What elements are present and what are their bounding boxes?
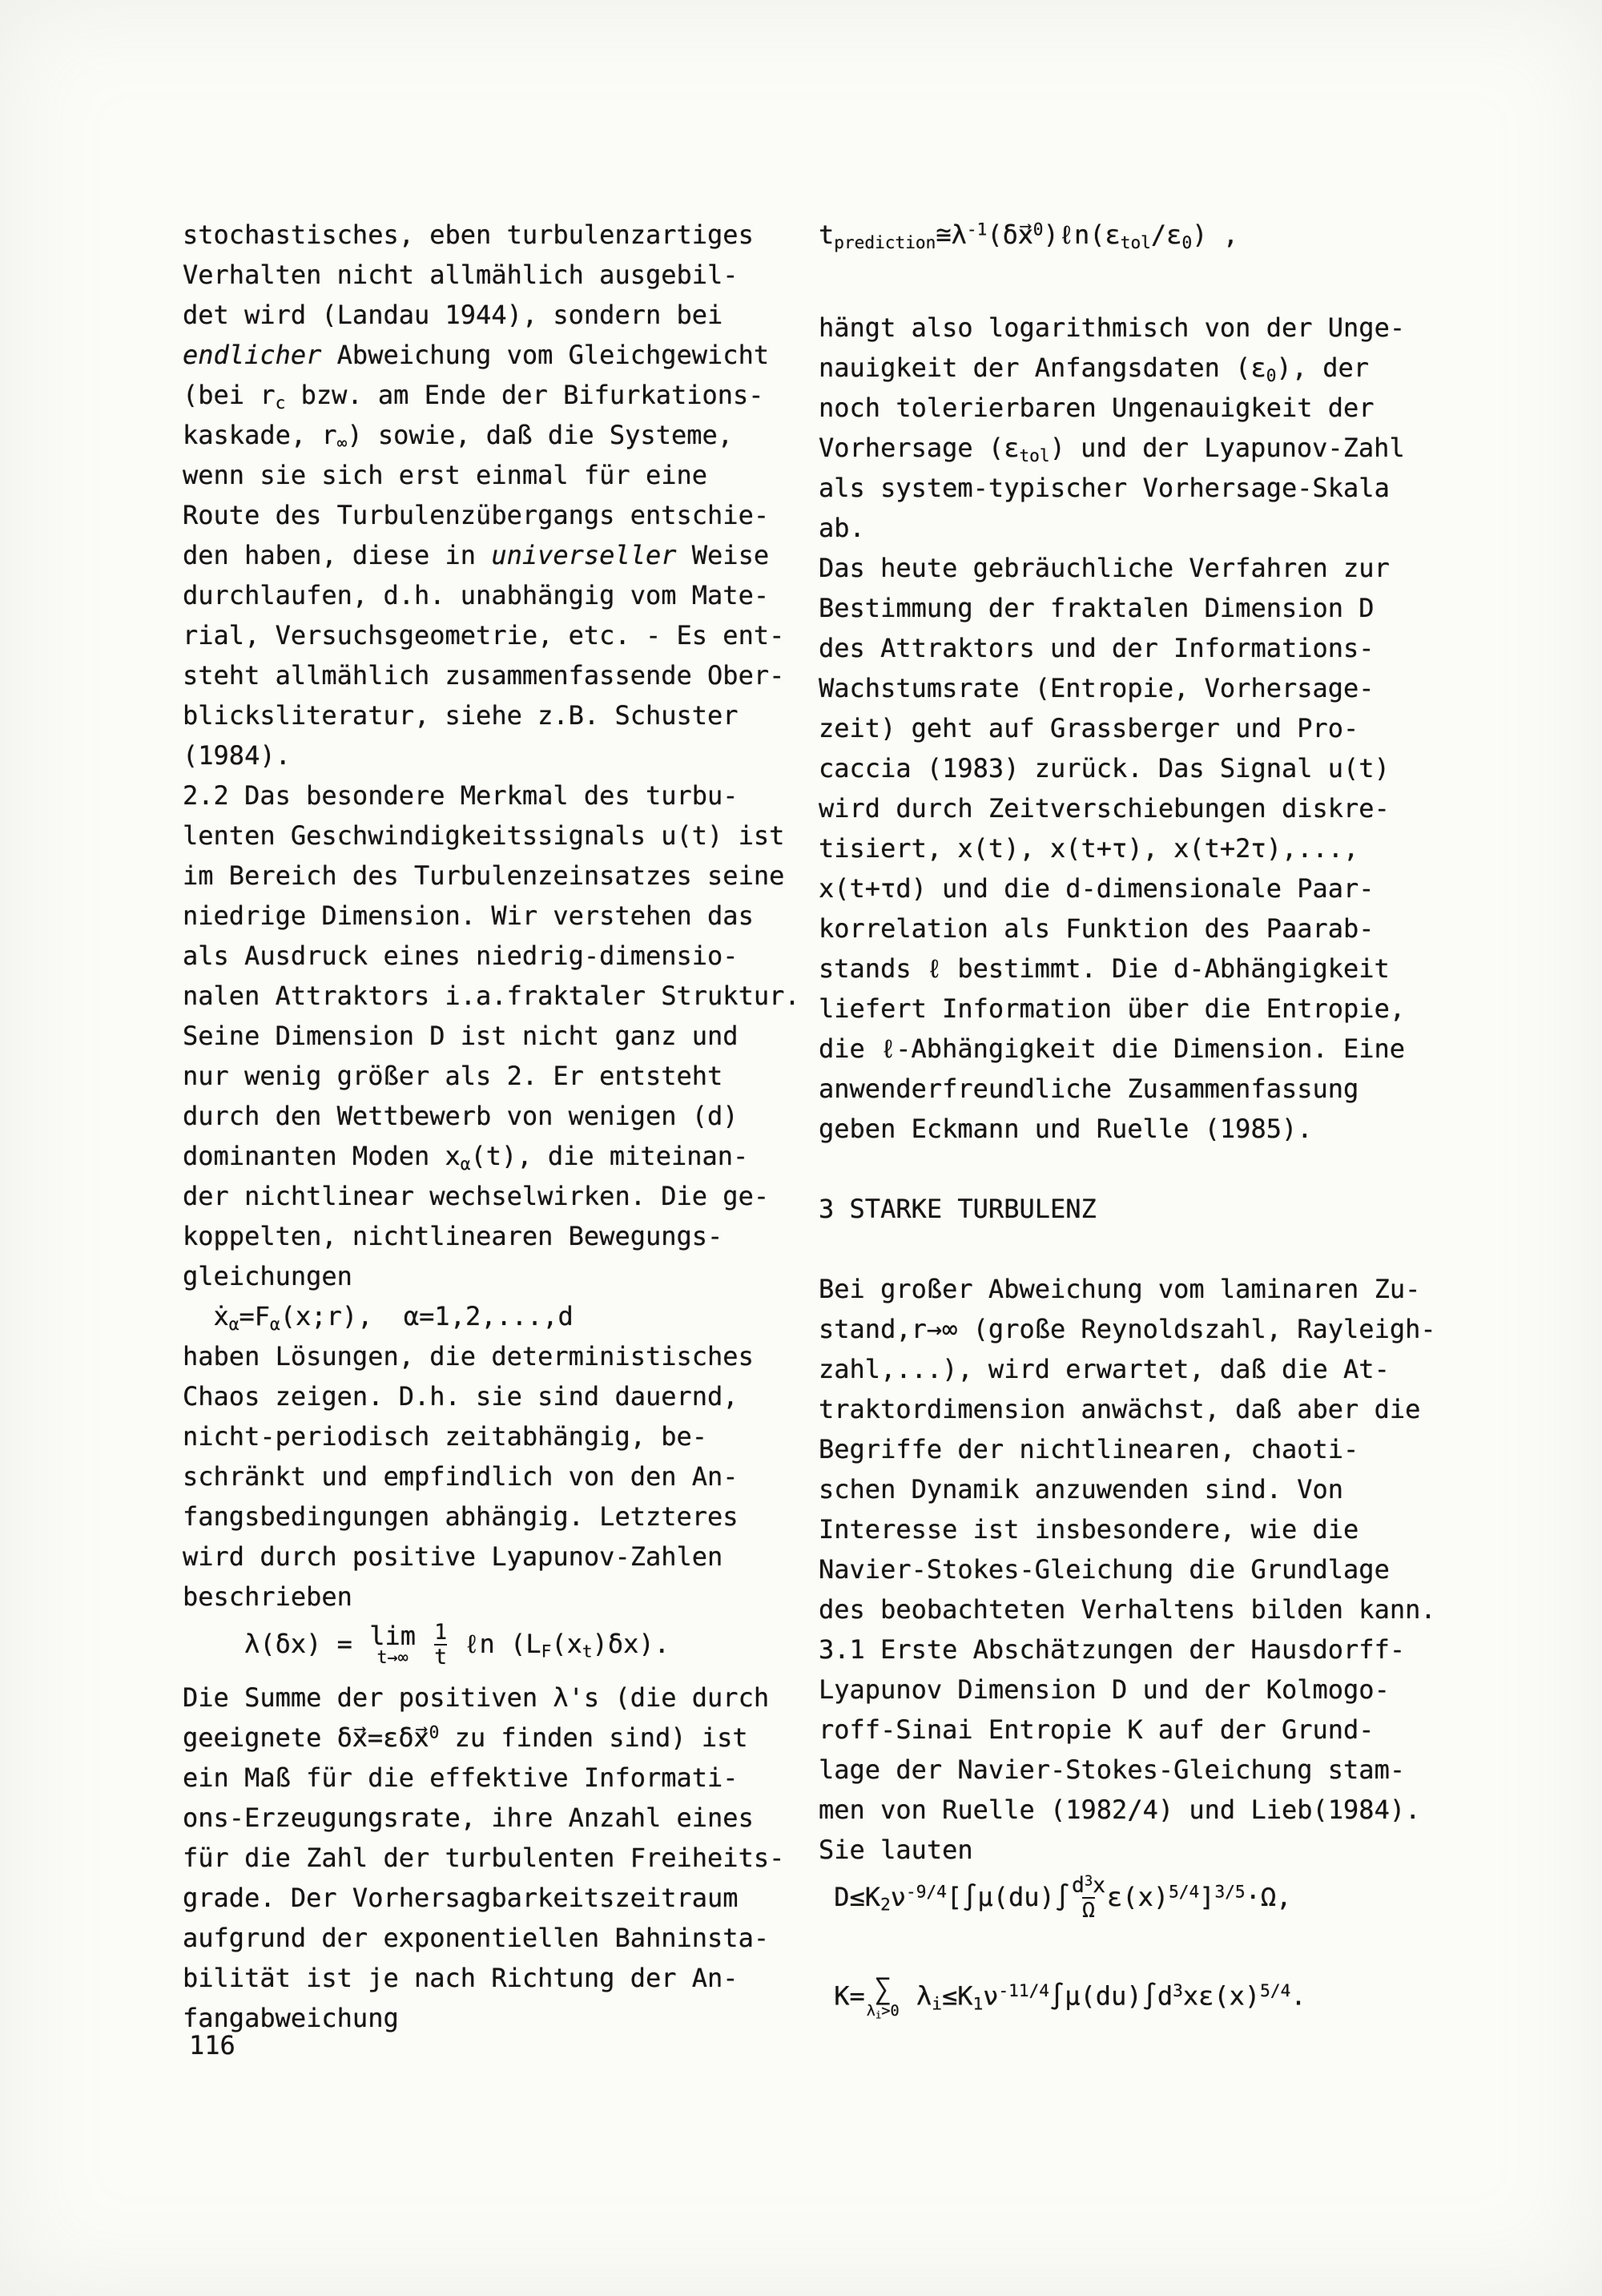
- text-line: des Attraktors und der Informations-: [819, 633, 1375, 663]
- text-line: Sie lauten: [819, 1835, 973, 1865]
- text-line: men von Ruelle (1982/4) und Lieb(1984).: [819, 1795, 1421, 1825]
- text-line: wird durch positive Lyapunov-Zahlen: [183, 1541, 723, 1572]
- text-line: lenten Geschwindigkeitssignals u(t) ist: [183, 820, 785, 851]
- text-line: (1984).: [183, 740, 291, 771]
- text-line: Seine Dimension D ist nicht ganz und: [183, 1021, 739, 1051]
- text-line: det wird (Landau 1944), sondern bei: [183, 300, 723, 330]
- text-line: als system-typischer Vorhersage-Skala: [819, 473, 1390, 503]
- left-column: [183, 215, 817, 2038]
- text-line: traktordimension anwächst, daß aber die: [819, 1394, 1421, 1424]
- text-line: (bei $r_c$ bzw. am Ende der Bifurkations-: [183, 380, 764, 413]
- text-line: nauigkeit der Anfangsdaten $(\varepsilon_0)$, der: [819, 352, 1370, 385]
- text-line: geben Eckmann und Ruelle (1985).: [819, 1114, 1313, 1144]
- text-line: zahl,...), wird erwartet, daß die At-: [819, 1354, 1390, 1384]
- text-line: Lyapunov Dimension D und der Kolmogo-: [819, 1674, 1390, 1705]
- text-line: schränkt und empfindlich von den An-: [183, 1461, 739, 1492]
- text-line: blicksliteratur, siehe z.B. Schuster: [183, 700, 739, 731]
- text-line: fangsbedingungen abhängig. Letzteres: [183, 1501, 739, 1532]
- text-line: bilität ist je nach Richtung der An-: [183, 1962, 739, 1993]
- text-line: ein Maß für die effektive Informati-: [183, 1762, 739, 1793]
- text-line: 3 STARKE TURBULENZ: [819, 1194, 1097, 1224]
- text-line: stand,r→∞ (große Reynoldszahl, Rayleigh-: [819, 1314, 1436, 1344]
- text-line: koppelten, nichtlinearen Bewegungs-: [183, 1221, 723, 1251]
- text-line: gleichungen: [183, 1261, 352, 1291]
- text-line: endlicher Abweichung vom Gleichgewicht: [183, 340, 770, 370]
- formula-line: K= ∑ $\lambda_i>0$ $\lambda_i\le K_1\nu^{-11/4}\int\mu(du)\int d^3x\varepsilon(x)^{5/4}$.: [819, 1972, 1306, 2021]
- text-line: anwenderfreundliche Zusammenfassung: [819, 1073, 1359, 1104]
- text-line: niedrige Dimension. Wir verstehen das: [183, 900, 754, 931]
- text-line: stochastisches, eben turbulenzartiges: [183, 220, 754, 250]
- formula-line: $t_{prediction}≅\lambda^{-1}(\delta x⃗^0)\ell n(\varepsilon_{tol}/\varepsilon_0)$ ,: [819, 219, 1238, 252]
- text-line: caccia (1983) zurück. Das Signal u(t): [819, 753, 1390, 783]
- right-column: [819, 215, 1488, 2028]
- text-line: korrelation als Funktion des Paarab-: [819, 913, 1375, 944]
- text-line: noch tolerierbaren Ungenauigkeit der: [819, 393, 1375, 423]
- text-line: nicht-periodisch zeitabhängig, be-: [183, 1421, 708, 1452]
- text-line: [819, 1229, 1488, 1269]
- text-line: Vorhersage $(\varepsilon_{tol})$ und der Lyapunov-Zahl: [819, 433, 1405, 465]
- formula-line: λ(δx) = lim t→∞ $\frac{1}{t}$ ℓn $(L_F(x_t)\delta x)$.: [183, 1621, 670, 1670]
- text-line: der nichtlinear wechselwirken. Die ge-: [183, 1181, 770, 1211]
- text-line: geeignete δx⃗=εδx⃗$^0$ zu finden sind) ist: [183, 1722, 748, 1753]
- text-line: ons-Erzeugungsrate, ihre Anzahl eines: [183, 1802, 754, 1833]
- text-line: wenn sie sich erst einmal für eine: [183, 460, 708, 490]
- text-line: Interesse ist insbesondere, wie die: [819, 1514, 1359, 1545]
- text-line: steht allmählich zusammenfassende Ober-: [183, 660, 785, 691]
- text-line: lage der Navier-Stokes-Gleichung stam-: [819, 1754, 1406, 1785]
- text-line: Das heute gebräuchliche Verfahren zur: [819, 553, 1390, 583]
- text-line: aufgrund der exponentiellen Bahninsta-: [183, 1922, 770, 1953]
- text-line: [819, 268, 1488, 308]
- text-line: [819, 1931, 1488, 1971]
- text-line: tisiert, x(t), x(t+τ), x(t+2τ),...,: [819, 833, 1359, 864]
- text-line: nur wenig größer als 2. Er entsteht: [183, 1061, 723, 1091]
- text-line: roff-Sinai Entropie K auf der Grund-: [819, 1714, 1375, 1745]
- text-line: zeit) geht auf Grassberger und Pro-: [819, 713, 1359, 743]
- text-line: Begriffe der nichtlinearen, chaoti-: [819, 1434, 1359, 1464]
- text-line: ab.: [819, 513, 865, 543]
- text-line: [819, 1149, 1488, 1189]
- page-number: 116: [189, 2030, 235, 2060]
- text-line: im Bereich des Turbulenzeinsatzes seine: [183, 860, 785, 891]
- text-line: 3.1 Erste Abschätzungen der Hausdorff-: [819, 1634, 1406, 1665]
- text-line: die ℓ-Abhängigkeit die Dimension. Eine: [819, 1033, 1406, 1064]
- text-line: durch den Wettbewerb von wenigen (d): [183, 1101, 739, 1131]
- text-line: für die Zahl der turbulenten Freiheits-: [183, 1842, 785, 1873]
- text-line: beschrieben: [183, 1581, 352, 1612]
- text-line: durchlaufen, d.h. unabhängig vom Mate-: [183, 580, 770, 610]
- formula-line: $D\le K_2\nu^{-9/4}[\int\mu(du)\int$ $\frac{d^3x}{\Omega}$ $\varepsilon(x)^{5/4}]^{3/5}\cdot\Omega$,: [819, 1873, 1292, 1923]
- text-line: rial, Versuchsgeometrie, etc. - Es ent-: [183, 620, 785, 651]
- text-line: haben Lösungen, die deterministisches: [183, 1341, 754, 1372]
- text-line: Route des Turbulenzübergangs entschie-: [183, 500, 770, 530]
- text-line: hängt also logarithmisch von der Unge-: [819, 312, 1406, 343]
- text-line: fangabweichung: [183, 2002, 399, 2033]
- text-line: stands ℓ bestimmt. Die d-Abhängigkeit: [819, 953, 1390, 984]
- text-line: Wachstumsrate (Entropie, Vorhersage-: [819, 673, 1375, 703]
- text-line: liefert Information über die Entropie,: [819, 993, 1406, 1024]
- text-line: x(t+τd) und die d-dimensionale Paar-: [819, 873, 1375, 904]
- text-line: dominanten Moden $x_\alpha(t)$, die miteinan-: [183, 1141, 749, 1174]
- text-line: den haben, diese in universeller Weise: [183, 540, 770, 570]
- text-line: des beobachteten Verhaltens bilden kann.: [819, 1594, 1436, 1625]
- text-line: kaskade, $r_\infty$) sowie, daß die Systeme,: [183, 420, 734, 453]
- text-line: 2.2 Das besondere Merkmal des turbu-: [183, 780, 739, 811]
- text-line: als Ausdruck eines niedrig-dimensio-: [183, 941, 739, 971]
- text-line: Bestimmung der fraktalen Dimension D: [819, 593, 1375, 623]
- text-line: $ẋ_\alpha=F_\alpha(x;r)$, α=1,2,...,d: [183, 1301, 574, 1334]
- text-line: Chaos zeigen. D.h. sie sind dauernd,: [183, 1381, 739, 1412]
- text-line: Die Summe der positiven λ's (die durch: [183, 1682, 770, 1713]
- text-line: schen Dynamik anzuwenden sind. Von: [819, 1474, 1344, 1504]
- text-line: Verhalten nicht allmählich ausgebil-: [183, 260, 739, 290]
- text-line: nalen Attraktors i.a.fraktaler Struktur.: [183, 981, 800, 1011]
- text-line: grade. Der Vorhersagbarkeitszeitraum: [183, 1882, 739, 1913]
- text-line: wird durch Zeitverschiebungen diskre-: [819, 793, 1390, 824]
- text-line: Bei großer Abweichung vom laminaren Zu-: [819, 1274, 1421, 1304]
- text-line: Navier-Stokes-Gleichung die Grundlage: [819, 1554, 1390, 1585]
